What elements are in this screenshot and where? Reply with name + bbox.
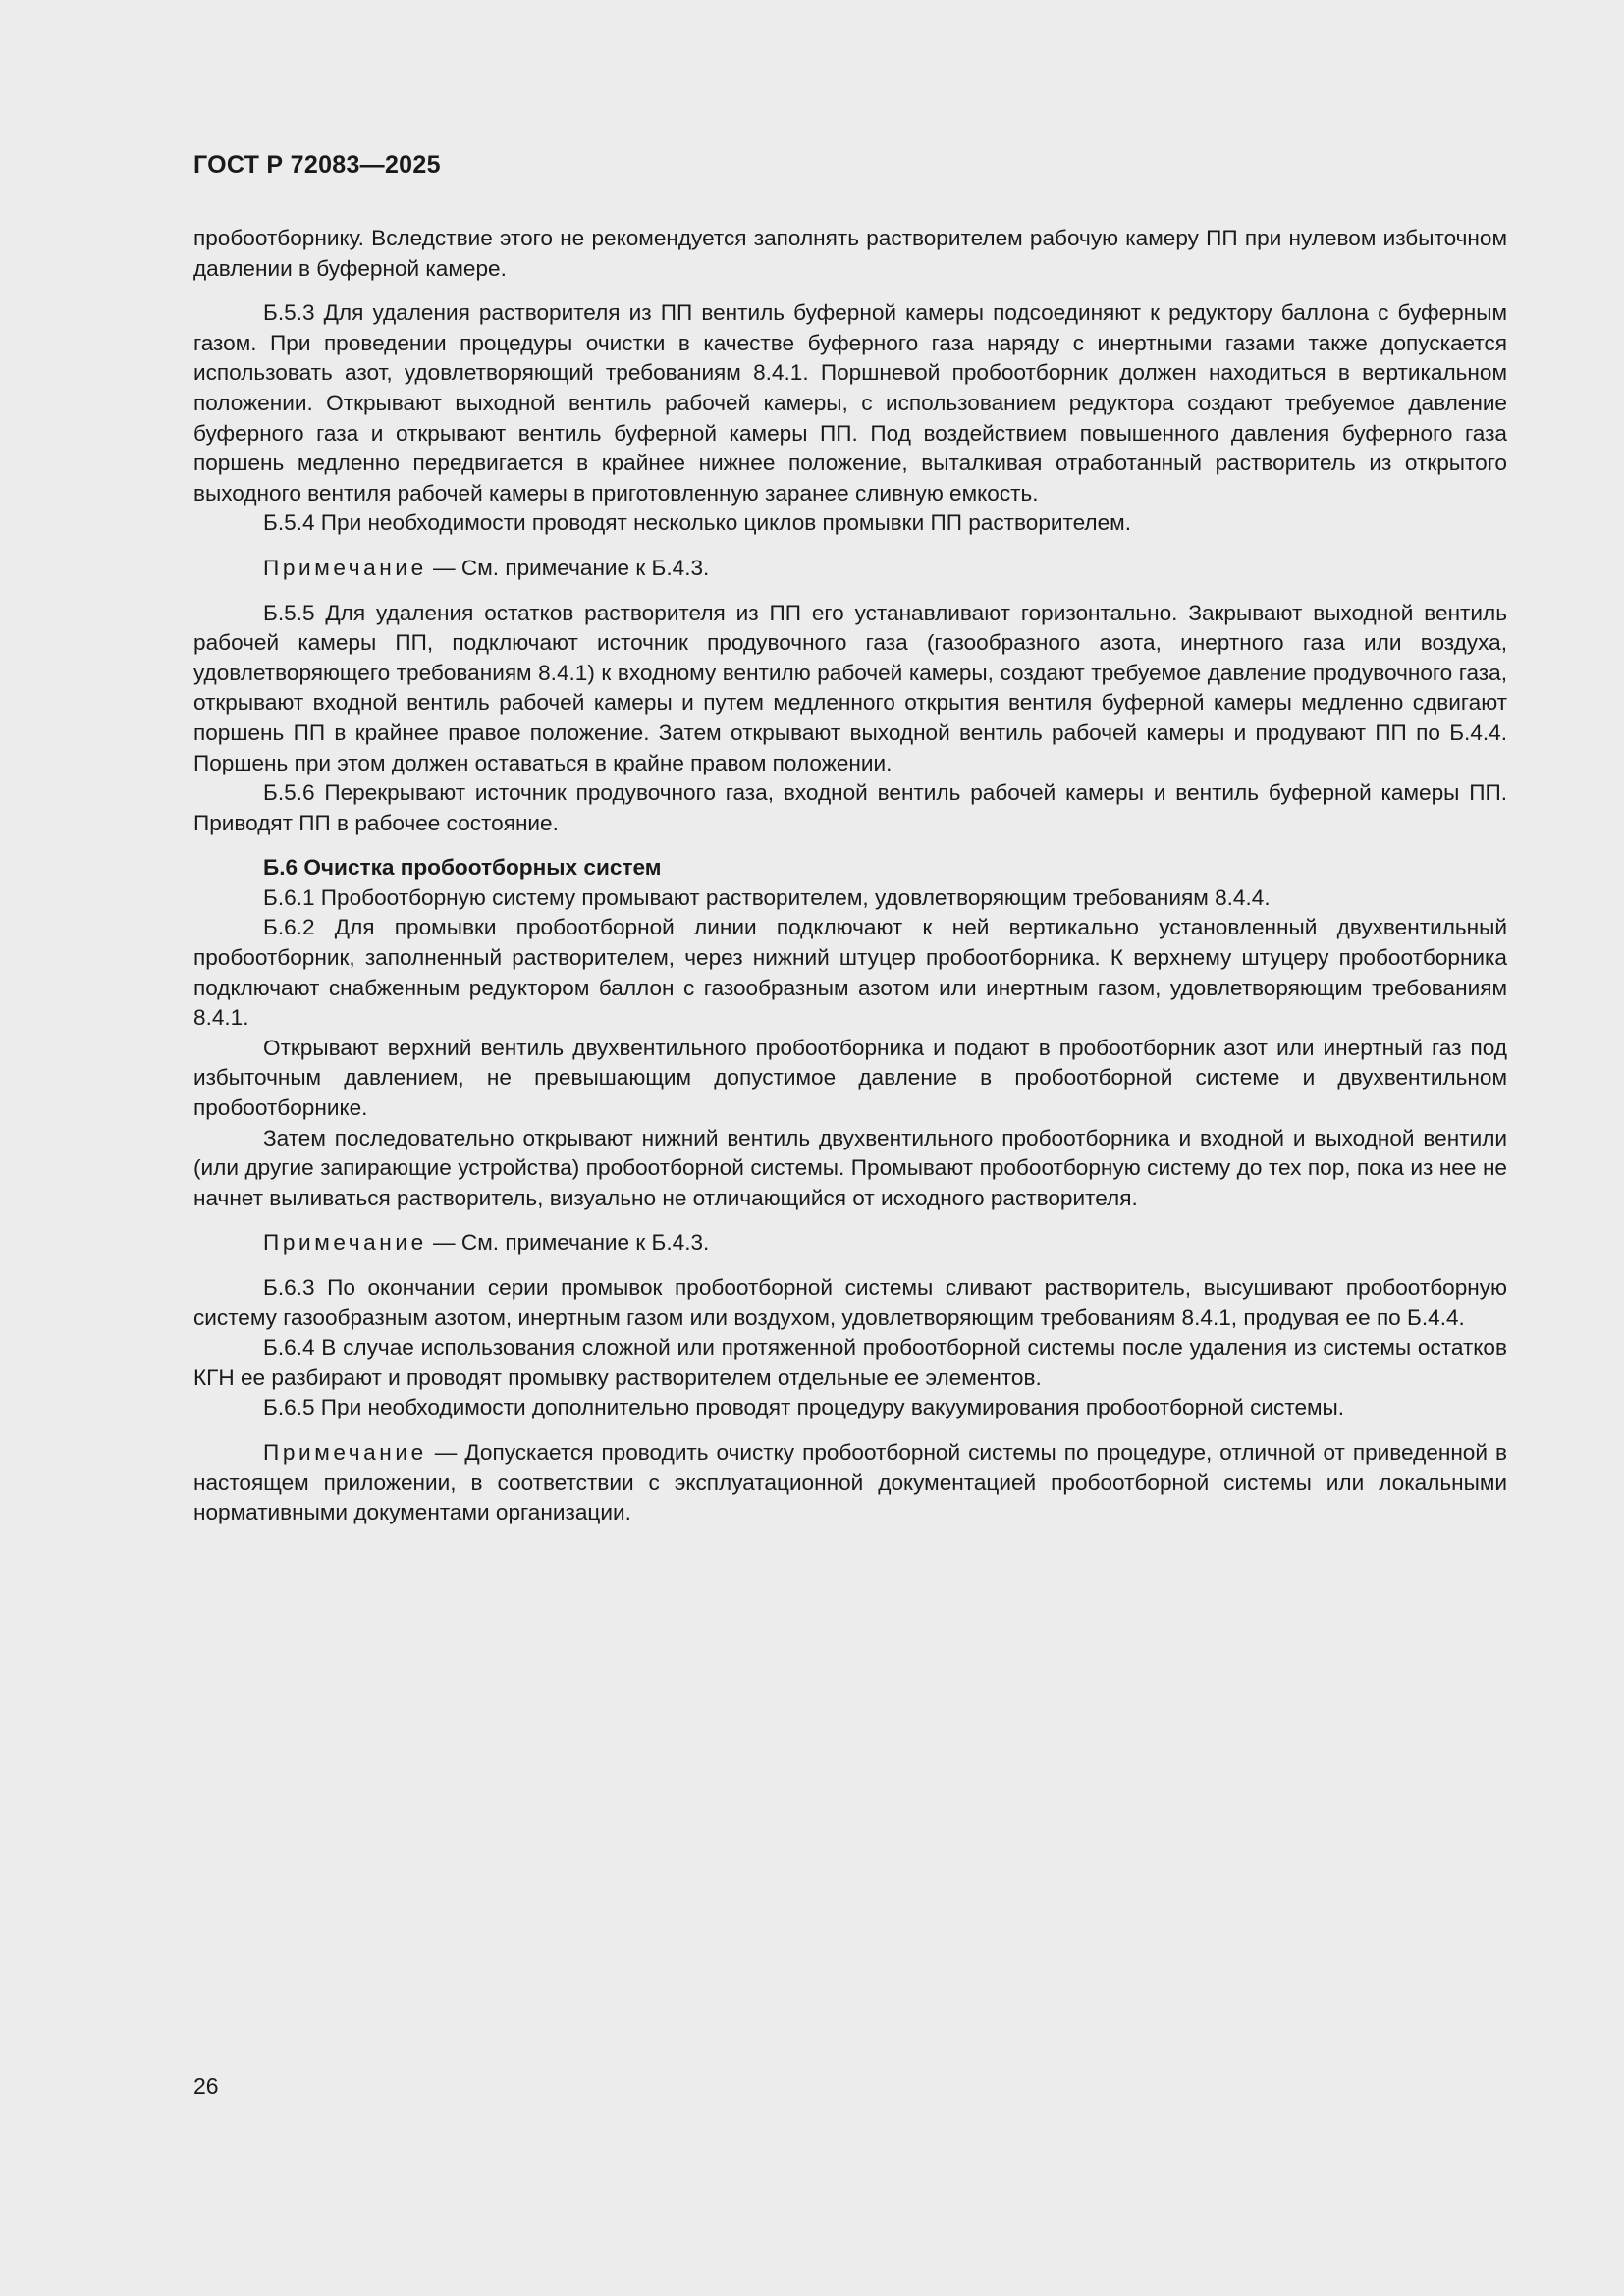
paragraph-b-6-5: Б.6.5 При необходимости дополнительно проводят процедуру вакуумирования пробоотборной системы. — [263, 1395, 1345, 1420]
paragraph-b-6-2: Б.6.2 Для промывки пробоотборной линии подключают к ней вертикально установленный двухвентильный пробоотборник, заполненный растворителем, через нижний штуцер пробоотборника. К верхнему штуцеру пробоотборника подключают снабженным редуктором баллон с газообразным азотом или инертным газом, удовлетворяющим требованиям 8.4.1. — [193, 915, 1507, 1031]
page-number: 26 — [193, 2073, 219, 2099]
document-header: ГОСТ Р 72083—2025 — [193, 151, 441, 179]
paragraph-b-6-2-cont-1: Открывают верхний вентиль двухвентильного пробоотборника и подают в пробоотборник азот или инертный газ под избыточным давлением, не превышающим допустимое давление в пробоотборной системе и двухвентильном пробоотборнике. — [193, 1035, 1507, 1121]
note-text: — См. примечание к Б.4.3. — [426, 1230, 710, 1255]
document-body — [193, 224, 1507, 1528]
note-1 — [193, 554, 1507, 584]
note-text: — См. примечание к Б.4.3. — [426, 555, 710, 580]
paragraph-b-5-5: Б.5.5 Для удаления остатков растворителя из ПП его устанавливают горизонтально. Закрывают выходной вентиль рабочей камеры ПП, подключают источник продувочного газа (газообразного азота, инертного газа или воздуха, удовлетворяющего требованиям 8.4.1) к входному вентилю рабочей камеры, создают требуемое давление продувочного газа, открывают входной вентиль рабочей камеры и путем медленного открытия вентиля буферной камеры медленно сдвигают поршень ПП в крайнее правое положение. Затем открывают выходной вентиль рабочей камеры и продувают ПП по Б.4.4. Поршень при этом должен оставаться в крайне правом положении. — [193, 600, 1507, 775]
section-title-b-6: Б.6 Очистка пробоотборных систем — [263, 855, 662, 881]
note-label: Примечание — [263, 1439, 427, 1465]
paragraph-b-5-3: Б.5.3 Для удаления растворителя из ПП вентиль буферной камеры подсоединяют к редуктору баллона с буферным газом. При проведении процедуры очистки в качестве буферного газа наряду с инертными газами также допускается использовать азот, удовлетворяющий требованиям 8.4.1. Поршневой пробоотборник должен находиться в вертикальном положении. Открывают выходной вентиль рабочей камеры, с использованием редуктора создают требуемое давление буферного газа и открывают вентиль буферной камеры ПП. Под воздействием повышенного давления буферного газа поршень медленно передвигается в крайнее нижнее положение, выталкивая отработанный растворитель из открытого выходного вентиля рабочей камеры в приготовленную заранее сливную емкость. — [193, 300, 1507, 506]
note-text: — Допускается проводить очистку пробоотборной системы по процедуре, отличной от приведенной в настоящем приложении, в соответствии с эксплуатационной документацией пробоотборной системы или локальными нормативными документами организации. — [193, 1439, 1507, 1525]
paragraph-b-6-1: Б.6.1 Пробоотборную систему промывают растворителем, удовлетворяющим требованиям 8.4.4. — [263, 884, 1271, 910]
paragraph-b-6-4: Б.6.4 В случае использования сложной или протяженной пробоотборной системы после удаления из системы остатков КГН ее разбирают и проводят промывку растворителем отдельные ее элементов. — [193, 1335, 1507, 1390]
paragraph-continuation: пробоотборнику. Вследствие этого не рекомендуется заполнять растворителем рабочую камеру ПП при нулевом избыточном давлении в буферной камере. — [193, 226, 1507, 281]
paragraph-b-6-3: Б.6.3 По окончании серии промывок пробоотборной системы сливают растворитель, высушивают пробоотборную систему газообразным азотом, инертным газом или воздухом, удовлетворяющим требованиям 8.4.1, продувая ее по Б.4.4. — [193, 1275, 1507, 1330]
note-label: Примечание — [263, 555, 427, 580]
note-label: Примечание — [263, 1230, 427, 1255]
paragraph-b-6-2-cont-2: Затем последовательно открывают нижний вентиль двухвентильного пробоотборника и входной и выходной вентили (или другие запирающие устройства) пробоотборной системы. Промывают пробоотборную систему до тех пор, пока из нее не начнет выливаться растворитель, визуально не отличающийся от исходного растворителя. — [193, 1125, 1507, 1210]
note-3 — [193, 1438, 1507, 1528]
paragraph-b-5-6: Б.5.6 Перекрывают источник продувочного газа, входной вентиль рабочей камеры и вентиль буферной камеры ПП. Приводят ПП в рабочее состояние. — [193, 780, 1507, 835]
note-2 — [193, 1228, 1507, 1258]
paragraph-b-5-4: Б.5.4 При необходимости проводят несколько циклов промывки ПП растворителем. — [263, 510, 1131, 536]
